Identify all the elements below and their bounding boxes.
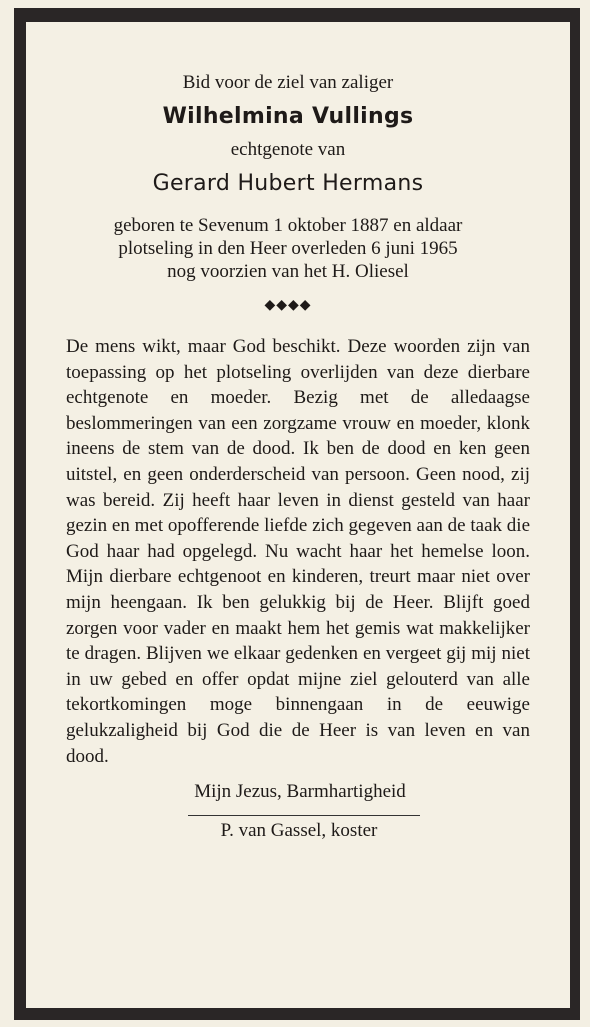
printer-credit: P. van Gassel, koster	[220, 820, 378, 842]
closing-prayer: Mijn Jezus, Barmhartigheid	[194, 781, 406, 803]
birth-line: geboren te Sevenum 1 oktober 1887 en aldaar	[113, 215, 463, 236]
signature-rule	[188, 815, 420, 816]
death-line: plotseling in den Heer overleden 6 juni 1965	[118, 238, 458, 259]
card-content	[38, 60, 538, 842]
sacrament-line: nog voorzien van het H. Oliesel	[167, 261, 409, 282]
memorial-text: De mens wikt, maar God beschikt. Deze woorden zijn van toepassing op het plotseling overlijden van deze dierbare echtgenote en moeder. Bezig met de alledaagse beslommeringen van een zorgzame vrouw en moeder, klonk ineens de stem van de dood. Ik ben de dood en ken geen uitstel, en geen onderderscheid van persoon. Geen nood, zij was bereid. Zij heeft haar leven in dienst gesteld van haar gezin en met opofferende liefde zich gegeven aan de taak die God haar had opgelegd. Nu wacht haar het hemelse loon. Mijn dierbare echtgenoot en kinderen, treurt maar niet over mijn heengaan. Ik ben gelukkig bij de Heer. Blijft goed zorgen voor vader en maakt hem het gemis wat makkelijker te dragen. Blijven we elkaar gedenken en vergeet gij mij niet in uw gebed en offer opdat mijne ziel gelouterd van alle tekortkomingen moge binnengaan in de eeuwige gelukzaligheid bij God die de Heer is van leven en van dood.	[66, 336, 530, 767]
ornament-divider: ◆◆◆◆	[264, 298, 312, 313]
intro-line: Bid voor de ziel van zaliger	[182, 72, 394, 93]
spouse-label: echtgenote van	[230, 139, 346, 160]
life-dates	[38, 214, 538, 283]
deceased-name: Wilhelmina Vullings	[162, 104, 414, 129]
spouse-name: Gerard Hubert Hermans	[152, 171, 424, 196]
